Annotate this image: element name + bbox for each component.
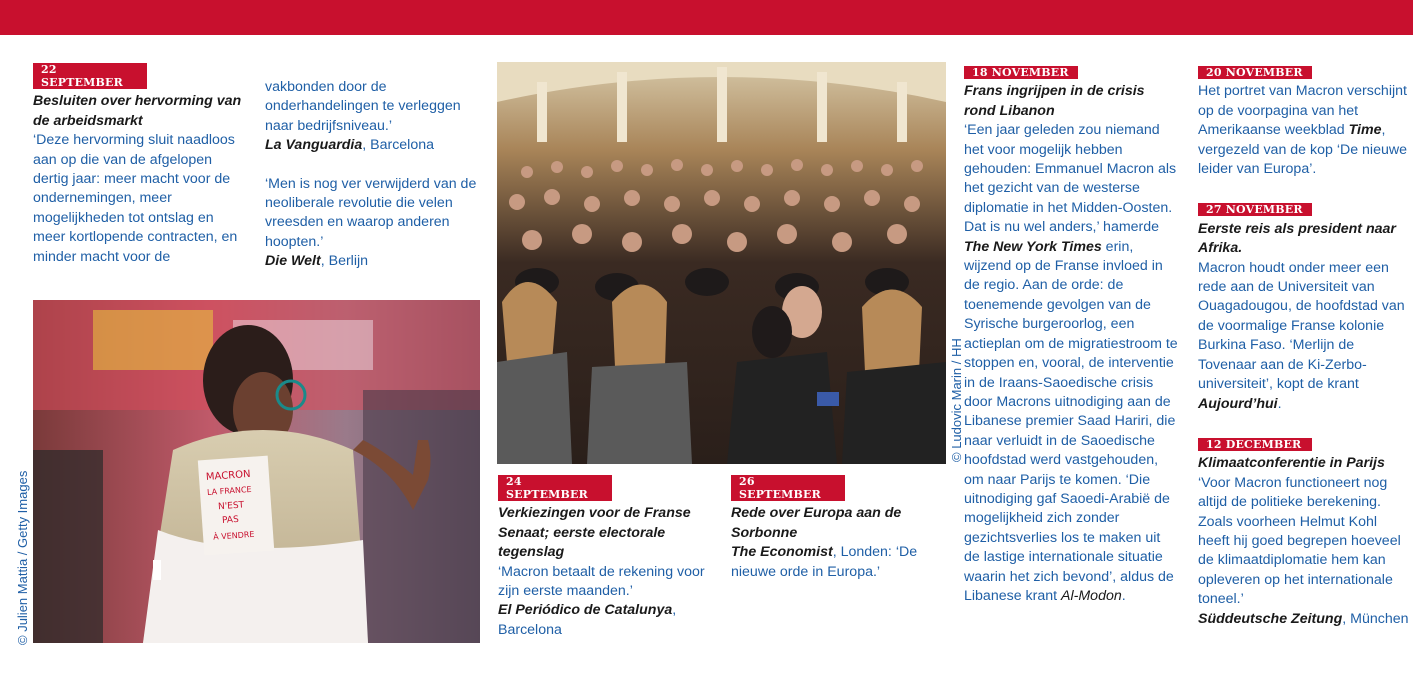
date-label: 20 NOVEMBER [1198, 66, 1312, 79]
svg-text:LA FRANCE: LA FRANCE [206, 484, 252, 497]
entry-26-september [731, 475, 936, 582]
body-text: , vergezeld van de kop ‘De nieuwe leider van Europa’. [1198, 122, 1408, 178]
quote: vakbonden door de onderhandelingen te verleggen naar bedrijfsniveau.’ [265, 79, 461, 134]
source-name: The New York Times [964, 238, 1102, 255]
article-body [265, 78, 480, 156]
photo-credit: © Ludovic Marin / HH [949, 338, 964, 462]
date-label: 18 NOVEMBER [964, 66, 1078, 79]
entry-22-september [33, 63, 248, 267]
body-text: erin, wijzend op de Franse invloed in de regio. Aan de orde: de toenemende gevolgen van de Syrische burgeroorlog, een actieplan om de migratiestroom te stoppen en, vooral, de interventie in de Iraans-Saoedische crisis door Macrons uitnodiging aan de Libanese premier Saad Hariri, die naar verluidt in de Saoedische hoofdstad werd vastgehouden, om naar Parijs te komen. ‘Die uitnodiging gaf Saoedi-Arabië de mogelijkheid zich zonder gezichtsverlies los te maken uit de lastige internationale situatie waarin het zich bevond’, aldus de Libanese krant [964, 238, 1178, 604]
headline: Eerste reis als president naar Afrika. [1198, 220, 1396, 257]
article-body [1198, 474, 1410, 629]
body-text: . [1121, 587, 1126, 604]
body-text: . [1277, 395, 1282, 412]
headline: Besluiten over hervorming van de arbeidsmarkt [33, 93, 242, 129]
svg-text:À VENDRE: À VENDRE [212, 529, 255, 542]
quote: ‘Men is nog ver verwijderd van de neoliberale revolutie die velen vreesden en waarop anderen hoopten.’ [265, 175, 477, 250]
source-city: , München [1342, 610, 1409, 627]
quote: ‘Voor Macron functioneert nog altijd de politieke berekening. Zoals voorheen Helmut Kohl heeft hij goed begrepen hoeveel de klimaatdiplomatie hem kan opleveren op het internationale toneel.’ [1198, 474, 1401, 608]
entry-18-november [964, 63, 1179, 606]
top-red-bar [0, 0, 1413, 35]
source-name: Aujourd’hui [1198, 395, 1278, 412]
article-body [265, 175, 480, 272]
source-name: Time [1348, 122, 1382, 139]
source-name: El Periódico de Catalunya [498, 602, 673, 619]
entry-27-november [1198, 200, 1410, 413]
source-city: , Barcelona [498, 602, 677, 638]
date-label: 12 DECEMBER [1198, 438, 1312, 451]
source-name: Al-Modon [1061, 587, 1122, 604]
source-name: Süddeutsche Zeitung [1198, 610, 1343, 627]
article-body: ‘Deze hervorming sluit naadloos aan op die van de afgelopen dertig jaar: meer macht voor de ondernemingen, meer mogelijkheden tot ontslag en meer kortlopende contracten, en minder macht voor de [33, 132, 238, 265]
body-text: Het portret van Macron verschijnt op de voorpagina van het Amerikaanse weekblad [1198, 83, 1407, 139]
headline: Rede over Europa aan de Sorbonne [731, 505, 902, 541]
article-body [731, 543, 936, 582]
entry-24-september [498, 475, 718, 640]
article-body [1198, 82, 1410, 179]
svg-text:PAS: PAS [221, 514, 240, 526]
svg-text:MACRON: MACRON [205, 468, 251, 484]
article-body [964, 121, 1179, 606]
headline: Verkiezingen voor de Franse Senaat; eerste electorale tegenslag [498, 505, 691, 561]
body-text: ‘Een jaar geleden zou niemand het voor mogelijk hebben gehouden: Emmanuel Macron als het gezicht van de westerse diplomatie in het Midden-Oosten. Dat is nu wel anders,’ hamerde [964, 122, 1177, 236]
source-name: La Vanguardia [265, 137, 363, 154]
source-name: The Economist [731, 544, 833, 561]
entry-20-november [1198, 63, 1410, 179]
source-city: , Barcelona [362, 137, 435, 154]
date-label: 26 SEPTEMBER [731, 475, 845, 501]
article-body [1198, 259, 1410, 414]
quote: , Londen: ‘De nieuwe orde in Europa.’ [731, 544, 918, 580]
body-text: Macron houdt onder meer een rede aan de Universiteit van Ouagadougou, de hoofdstad van de voormalige Franse kolonie Burkina Faso. ‘Merlijn de Tovenaar aan de Ki-Zerbo-universiteit’, kopt de krant [1198, 259, 1405, 393]
date-label: 22 SEPTEMBER [33, 63, 147, 89]
date-label: 24 SEPTEMBER [498, 475, 612, 501]
photo-credit: © Julien Mattia / Getty Images [15, 470, 30, 645]
entries-nov-dec [1198, 63, 1410, 629]
protest-photo [33, 300, 480, 643]
headline: Frans ingrijpen in de crisis rond Libanon [964, 83, 1145, 119]
article-body [498, 563, 718, 641]
source-name: Die Welt [265, 253, 321, 270]
svg-text:N'EST: N'EST [217, 500, 245, 513]
headline: Klimaatconferentie in Parijs [1198, 455, 1385, 472]
sorbonne-audience-photo [497, 62, 946, 464]
entry-22-september-continued [265, 78, 480, 272]
quote: ‘Macron betaalt de rekening voor zijn eerste maanden.’ [498, 563, 705, 600]
source-city: , Berlijn [320, 253, 369, 270]
entry-12-december [1198, 435, 1410, 629]
date-label: 27 NOVEMBER [1198, 203, 1312, 216]
